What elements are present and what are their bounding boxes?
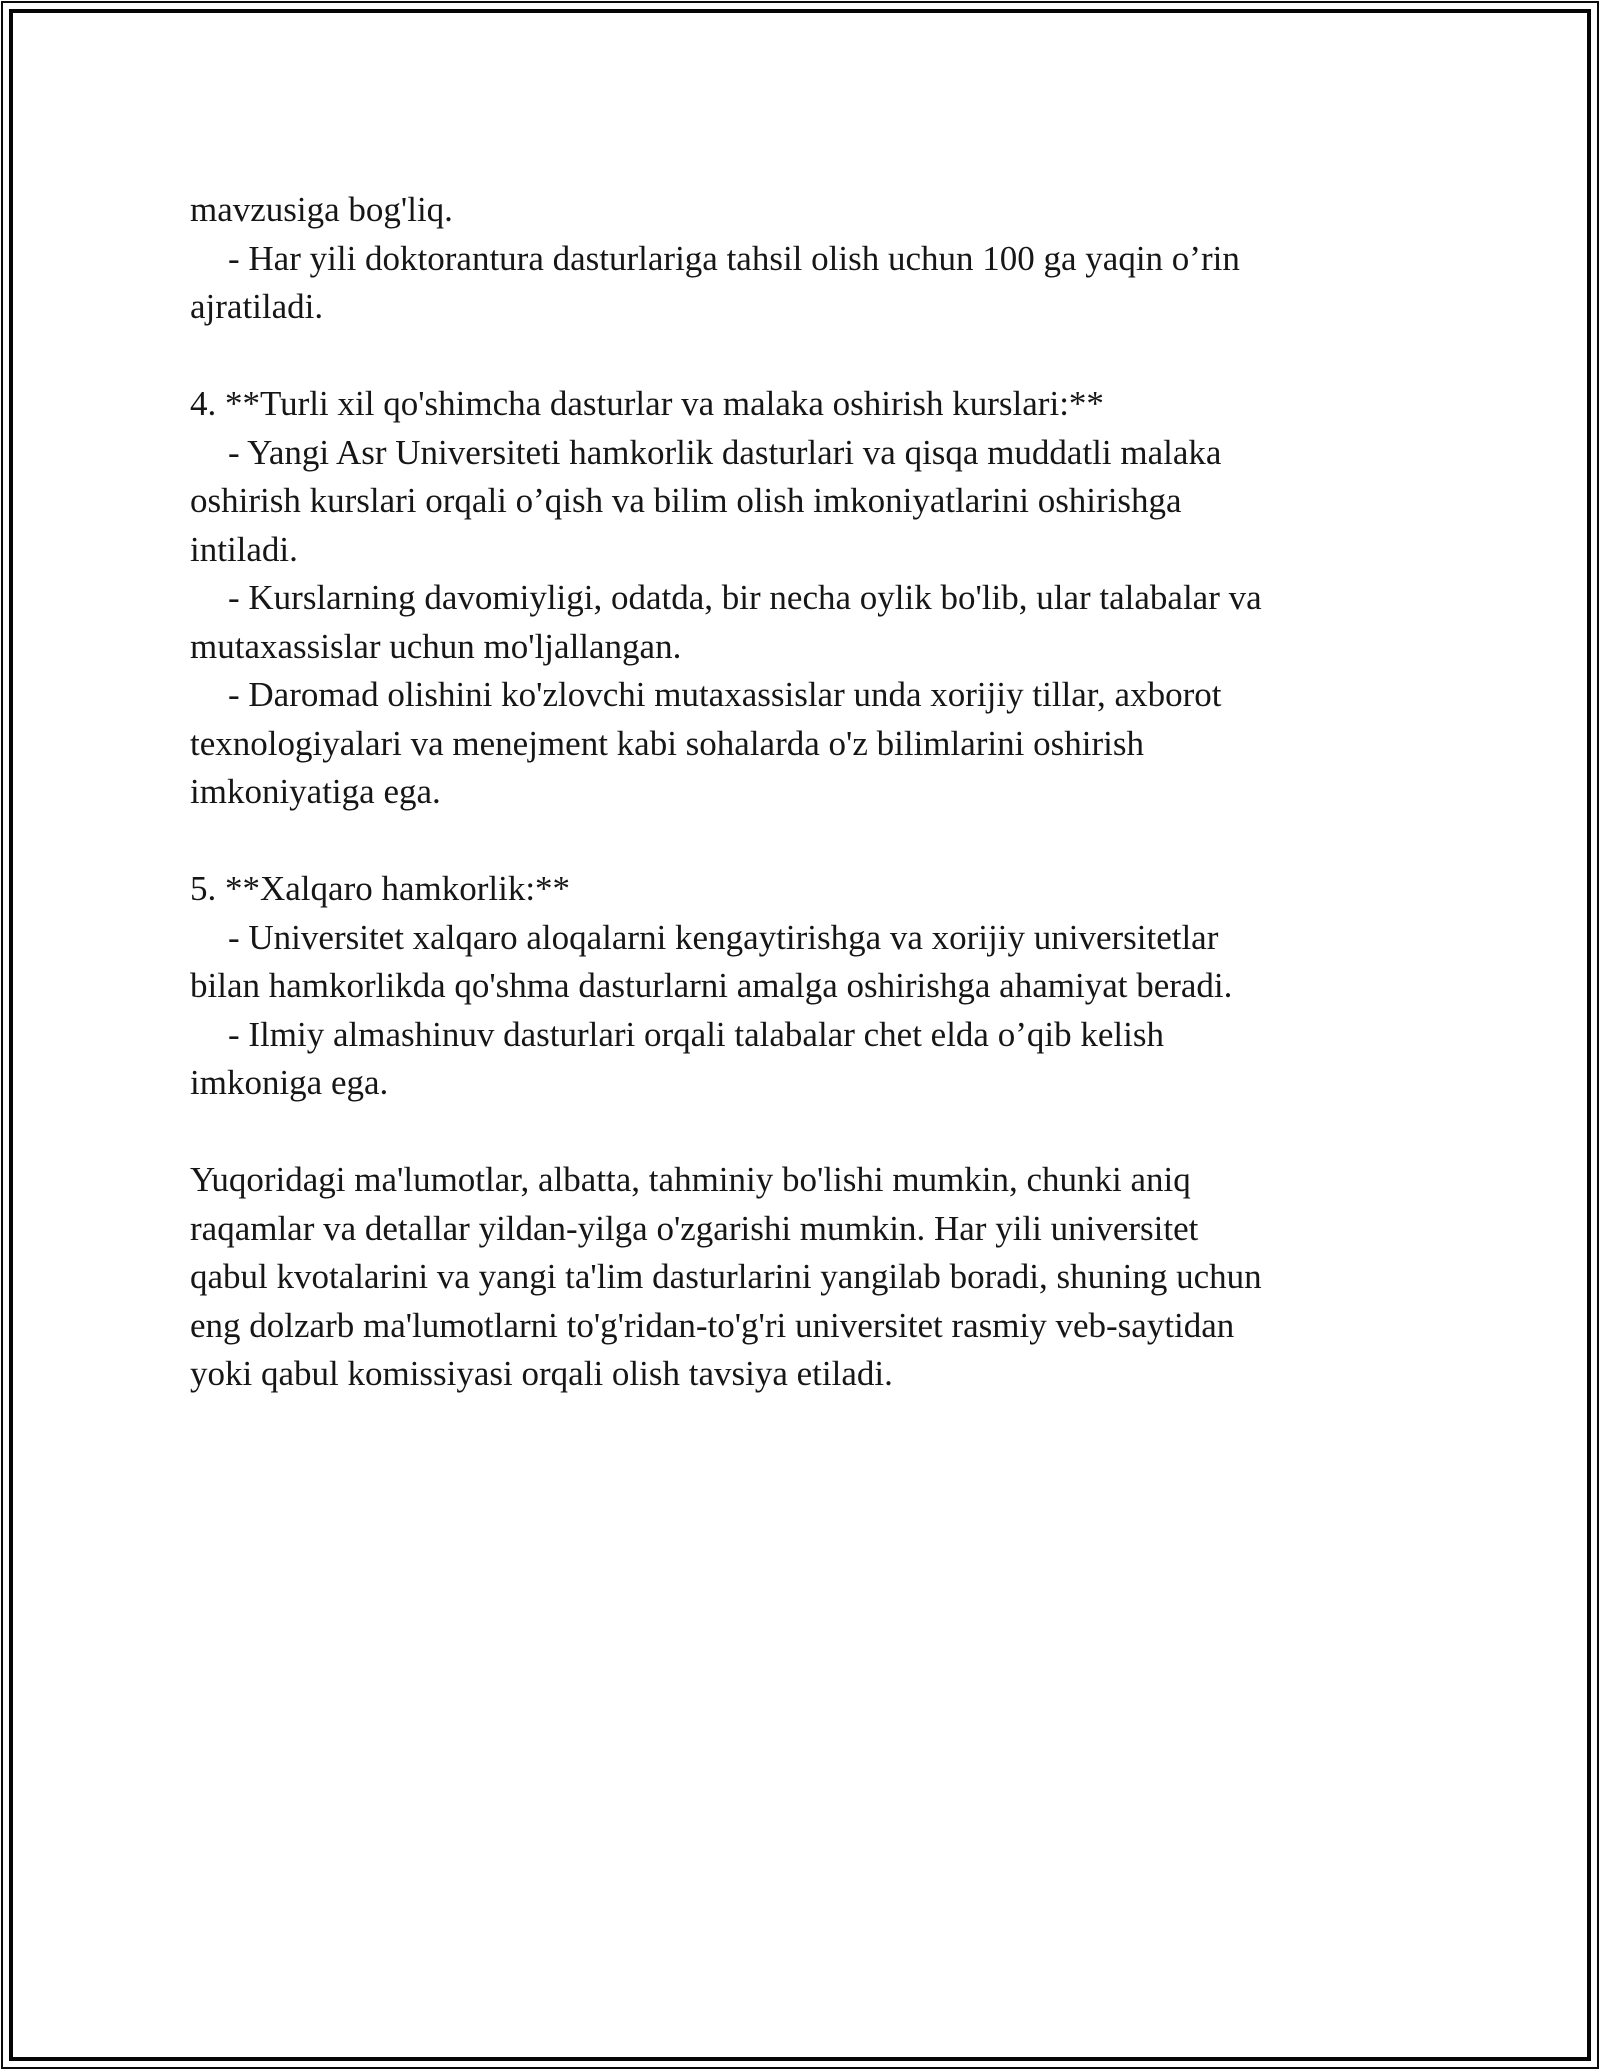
text-line: texnologiyalari va menejment kabi sohalarda o'z bilimlarini oshirish (190, 723, 1144, 763)
text-line: raqamlar va detallar yildan-yilga o'zgarishi mumkin. Har yili universitet (190, 1208, 1199, 1248)
bullet-line: - Ilmiy almashinuv dasturlari orqali talabalar chet elda o’qib kelish (228, 1014, 1164, 1054)
text-line: bilan hamkorlikda qo'shma dasturlarni amalga oshirishga ahamiyat beradi. (190, 966, 1233, 1005)
bullet-line: - Kurslarning davomiyligi, odatda, bir necha oylik bo'lib, ular talabalar va (228, 578, 1262, 617)
text-line: imkoniga ega. (190, 1063, 389, 1102)
text-line: Yuqoridagi ma'lumotlar, albatta, tahminiy bo'lishi mumkin, chunki aniq (190, 1160, 1191, 1199)
text-line: ajratiladi. (190, 287, 324, 326)
text-line: mutaxassislar uchun mo'ljallangan. (190, 626, 682, 666)
bullet-line: - Har yili doktorantura dasturlariga tahsil olish uchun 100 ga yaqin o’rin (228, 238, 1240, 278)
heading-line-4: 4. **Turli xil qo'shimcha dasturlar va malaka oshirish kurslari:** (190, 384, 1104, 423)
paragraph-spacer (190, 332, 1550, 381)
text-line: mavzusiga bog'liq. (190, 190, 453, 229)
text-line: intiladi. (190, 529, 298, 569)
heading-line-5: 5. **Xalqaro hamkorlik:** (190, 869, 571, 908)
bullet-line: - Universitet xalqaro aloqalarni kengaytirishga va xorijiy universitetlar (228, 917, 1219, 957)
text-line: imkoniyatiga ega. (190, 772, 441, 811)
document-text-block (190, 186, 1550, 1399)
text-line: qabul kvotalarini va yangi ta'lim dasturlarini yangilab boradi, shuning uchun (190, 1257, 1262, 1296)
text-line: oshirish kurslari orqali o’qish va bilim olish imkoniyatlarini oshirishga (190, 481, 1182, 520)
text-line: eng dolzarb ma'lumotlarni to'g'ridan-to'g'ri universitet rasmiy veb-saytidan (190, 1305, 1235, 1345)
bullet-line: - Daromad olishini ko'zlovchi mutaxassislar unda xorijiy tillar, axborot (228, 675, 1222, 714)
text-line: yoki qabul komissiyasi orqali olish tavsiya etiladi. (190, 1354, 893, 1393)
paragraph-spacer (190, 817, 1550, 866)
bullet-line: - Yangi Asr Universiteti hamkorlik dasturlari va qisqa muddatli malaka (228, 432, 1222, 472)
paragraph-spacer (190, 1108, 1550, 1157)
